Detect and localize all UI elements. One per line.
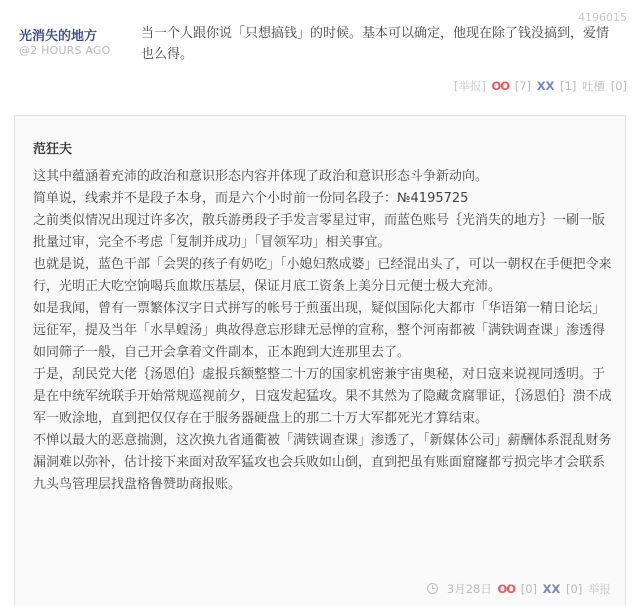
comment-paragraph: 简单说，线索并不是段子本身，而是六个小时前一份同名段子：№4195725 [33,191,469,206]
post-author[interactable]: 光消失的地方 [19,29,98,44]
comment-footer [427,581,611,597]
report-link[interactable]: [举报] [453,79,486,93]
comment-body [33,166,613,496]
comment-date: 3月28日 [446,582,492,596]
tucao-button[interactable]: 吐槽 [582,79,606,93]
post-id[interactable]: 4196015 [578,11,627,24]
comment-oo-button[interactable]: OO [497,582,516,596]
comment-xx-button[interactable]: XX [542,582,561,596]
post-card [0,0,641,100]
comment-oo-count: [0] [520,582,537,596]
comment-paragraph: 也就是说，蓝色干部「会哭的孩子有奶吃」「小媳妇熬成婆」已经混出头了，可以一朝权在手便把令来行，光明正大吃空饷喝兵血欺压基层，保证月底工资条上美分日元便士极大充沛。 [33,257,612,294]
post-time: @2 HOURS AGO [19,44,111,57]
oo-button[interactable]: OO [491,79,510,93]
comment-panel [14,115,626,606]
post-actions [452,78,627,94]
xx-count: [1] [560,79,577,93]
comment-author[interactable]: 范狂夫 [33,142,73,157]
comment-paragraph: 不惮以最大的恶意揣测，这次换九省通衢被「满铁调查课」渗透了，「新媒体公司」薪酬体系混乱财务漏洞难以弥补，估计接下来面对敌军猛攻也会兵败如山倒，直到把虽有账面窟窿都亏损完毕才会联系九头鸟管理层找盘格鲁赞助商报账。 [33,433,612,492]
comment-paragraph: 于是，刮民党大佬｛汤恩伯｝虚报兵额整整二十万的国家机密兼宇宙奥秘，对日寇来说视同透明。于是在中统军统联手开始常规巡视前夕，日寇发起猛攻。果不其然为了隐藏贪腐罪证，｛汤恩伯｝溃不成军一败涂地，直到把仅仅存在于服务器硬盘上的那二十万大军都死光才算结束。 [33,367,612,426]
comment-xx-count: [0] [566,582,583,596]
post-content: 当一个人跟你说「只想搞钱」的时候。基本可以确定，他现在除了钱没搞到，爱情也么得。 [141,26,610,62]
comment-report-link[interactable]: 举报 [588,582,611,596]
clock-icon [427,583,438,594]
xx-button[interactable]: XX [536,79,555,93]
comment-paragraph: 这其中蕴涵着充沛的政治和意识形态内容并体现了政治和意识形态斗争新动向。 [33,169,489,184]
tucao-count: [0] [610,79,627,93]
comment-paragraph: 之前类似情况出现过许多次，散兵游勇段子手发言零星过审，而蓝色账号｛光消失的地方｝一刷一版批量过审，完全不考虑「复制并成功」「冒领军功」相关事宜。 [33,213,606,250]
comment-paragraph: 如是我闻，曾有一票繁体汉字日式拼写的帐号于煎蛋出现，疑似国际化大都市「华语第一精日论坛」远征军，提及当年「水旱蝗汤」典故得意忘形肆无忌惮的宣称，整个河南都被「满铁调查课」渗透得如同筛子一般，自己开会拿着文件副本，正本跑到大连那里去了。 [33,301,606,360]
oo-count: [7] [514,79,532,93]
